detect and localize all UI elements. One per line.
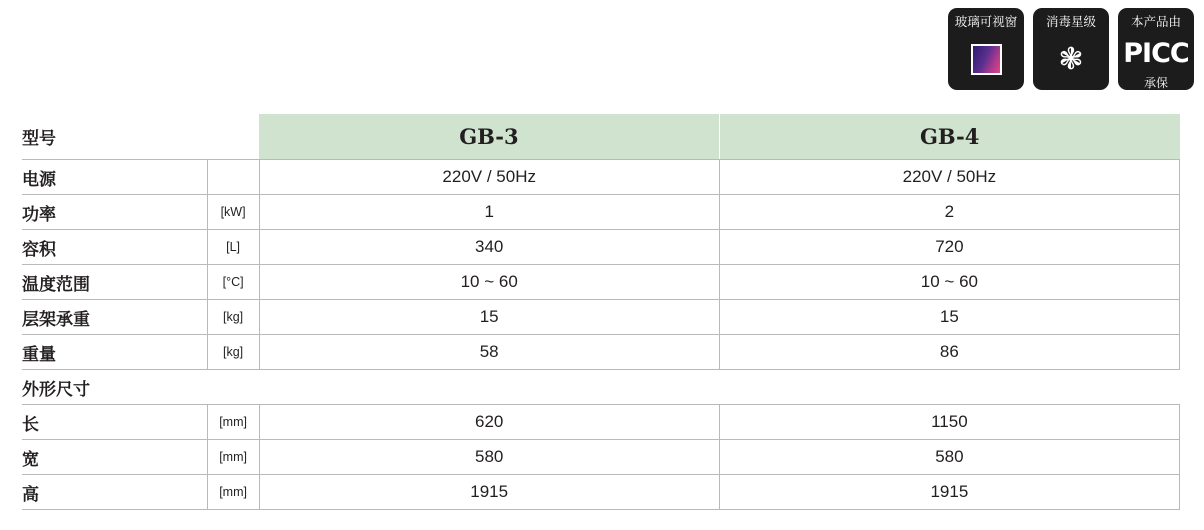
badge-sanitize-rating-title: 消毒星级 [1045, 14, 1096, 29]
table-section-row-dimensions [22, 370, 1180, 405]
badge-picc-insurance-title: 本产品由 [1130, 14, 1181, 29]
badge-picc-insurance-sub: 承保 [1143, 76, 1168, 90]
glass-window-icon [971, 44, 1002, 75]
row-value-capacity-gb4: 720 [719, 230, 1179, 265]
row-label-width: 宽 [22, 440, 207, 475]
table-row [22, 230, 1180, 265]
row-unit-capacity: [L] [207, 230, 259, 265]
badge-sanitize-rating-art [1033, 29, 1109, 90]
section-blank-unit [207, 370, 259, 405]
table-row [22, 265, 1180, 300]
row-label-shelf-load: 层架承重 [22, 300, 207, 335]
row-unit-temp-range: [°C] [207, 265, 259, 300]
row-value-length-gb3: 620 [259, 405, 719, 440]
row-unit-shelf-load: [kg] [207, 300, 259, 335]
row-label-temp-range: 温度范围 [22, 265, 207, 300]
star-icon: ❃ [1058, 41, 1084, 77]
table-row [22, 160, 1180, 195]
table-row [22, 300, 1180, 335]
badge-glass-window-title: 玻璃可视窗 [954, 14, 1018, 29]
header-unit-spacer [207, 114, 259, 160]
row-unit-power: [kW] [207, 195, 259, 230]
row-value-power-gb4: 2 [719, 195, 1179, 230]
row-value-power-supply-gb4: 220V / 50Hz [719, 160, 1179, 195]
badge-sanitize-rating [1033, 8, 1109, 90]
row-unit-length: [mm] [207, 405, 259, 440]
row-value-length-gb4: 1150 [719, 405, 1179, 440]
row-value-shelf-load-gb4: 15 [719, 300, 1179, 335]
badge-picc-insurance [1118, 8, 1194, 90]
table-row [22, 475, 1180, 510]
row-value-shelf-load-gb3: 15 [259, 300, 719, 335]
row-value-temp-range-gb3: 10 ~ 60 [259, 265, 719, 300]
row-value-power-supply-gb3: 220V / 50Hz [259, 160, 719, 195]
specification-table [22, 114, 1180, 510]
row-label-power: 功率 [22, 195, 207, 230]
section-blank-gb3 [259, 370, 719, 405]
row-value-weight-gb3: 58 [259, 335, 719, 370]
row-value-width-gb3: 580 [259, 440, 719, 475]
table-header-row [22, 114, 1180, 160]
table-row [22, 440, 1180, 475]
row-label-power-supply: 电源 [22, 160, 207, 195]
row-label-weight: 重量 [22, 335, 207, 370]
header-model-gb3: GB-3 [259, 114, 719, 160]
row-label-length: 长 [22, 405, 207, 440]
header-model-gb4: GB-4 [719, 114, 1179, 160]
row-unit-width: [mm] [207, 440, 259, 475]
row-value-height-gb3: 1915 [259, 475, 719, 510]
row-label-capacity: 容积 [22, 230, 207, 265]
table-row [22, 195, 1180, 230]
certification-badges [948, 8, 1194, 90]
badge-picc-insurance-art [1118, 29, 1194, 77]
picc-logo: PICC [1123, 37, 1189, 69]
row-unit-weight: [kg] [207, 335, 259, 370]
row-value-weight-gb4: 86 [719, 335, 1179, 370]
table-row [22, 335, 1180, 370]
row-unit-power-supply [207, 160, 259, 195]
row-value-temp-range-gb4: 10 ~ 60 [719, 265, 1179, 300]
row-value-width-gb4: 580 [719, 440, 1179, 475]
section-label-dimensions: 外形尺寸 [22, 370, 207, 405]
section-blank-gb4 [719, 370, 1179, 405]
row-unit-height: [mm] [207, 475, 259, 510]
badge-glass-window-art [948, 29, 1024, 90]
header-label: 型号 [22, 114, 207, 160]
row-value-capacity-gb3: 340 [259, 230, 719, 265]
row-value-power-gb3: 1 [259, 195, 719, 230]
row-value-height-gb4: 1915 [719, 475, 1179, 510]
badge-glass-window [948, 8, 1024, 90]
row-label-height: 高 [22, 475, 207, 510]
table-row [22, 405, 1180, 440]
